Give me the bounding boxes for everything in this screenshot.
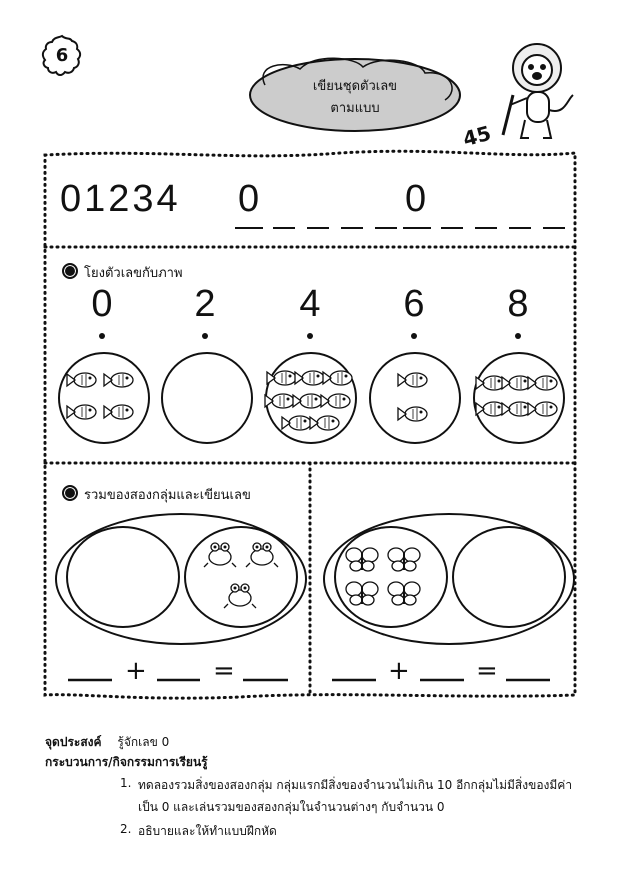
match-number-6: 6 xyxy=(403,283,425,325)
cloud-line-1: เขียนชุดตัวเลข xyxy=(312,79,398,94)
purpose-value: รู้จักเลข 0 xyxy=(117,735,170,749)
traced-zero-1: 0 xyxy=(238,178,260,220)
equals-sign-right: = xyxy=(476,656,498,686)
step-1-line-2: เป็น 0 และเล่นรวมของสองกลุ่มในจำนวนต่างๆ กับจำนวน 0 xyxy=(138,800,445,814)
purpose-label: จุดประสงค์ xyxy=(45,735,102,749)
sign-digits: 45 xyxy=(460,120,494,152)
process-label: กระบวนการ/กิจกรรมการเรียนรู้ xyxy=(45,755,208,769)
match-number-4: 4 xyxy=(299,283,321,325)
equals-sign-left: = xyxy=(213,656,235,686)
butterfly-icons xyxy=(346,548,420,605)
traced-zero-2: 0 xyxy=(405,178,427,220)
section-1-label: โยงตัวเลขกับภาพ xyxy=(84,266,183,281)
step-2-line-1: อธิบายและให้ทำแบบฝึกหัด xyxy=(138,824,277,838)
step-1-line-1: ทดลองรวมสิ่งของสองกลุ่ม กลุ่มแรกมีสิ่งของจำนวนไม่เกิน 10 อีกกลุ่มไม่มีสิ่งของมีค่า xyxy=(138,778,573,792)
frog-icons xyxy=(204,543,278,608)
match-number-0: 0 xyxy=(91,283,113,325)
plus-sign-left: + xyxy=(125,656,147,686)
page-number: 6 xyxy=(55,45,69,66)
match-number-8: 8 xyxy=(507,283,529,325)
purpose-line xyxy=(45,733,169,752)
match-number-2: 2 xyxy=(194,283,216,325)
digit-sequence: 01234 xyxy=(60,178,181,220)
section-2-label: รวมของสองกลุ่มและเขียนเลข xyxy=(84,488,251,503)
step-1-num: 1. xyxy=(120,776,132,790)
plus-sign-right: + xyxy=(388,656,410,686)
cloud-line-2: ตามแบบ xyxy=(330,101,380,116)
step-2-num: 2. xyxy=(120,822,132,836)
